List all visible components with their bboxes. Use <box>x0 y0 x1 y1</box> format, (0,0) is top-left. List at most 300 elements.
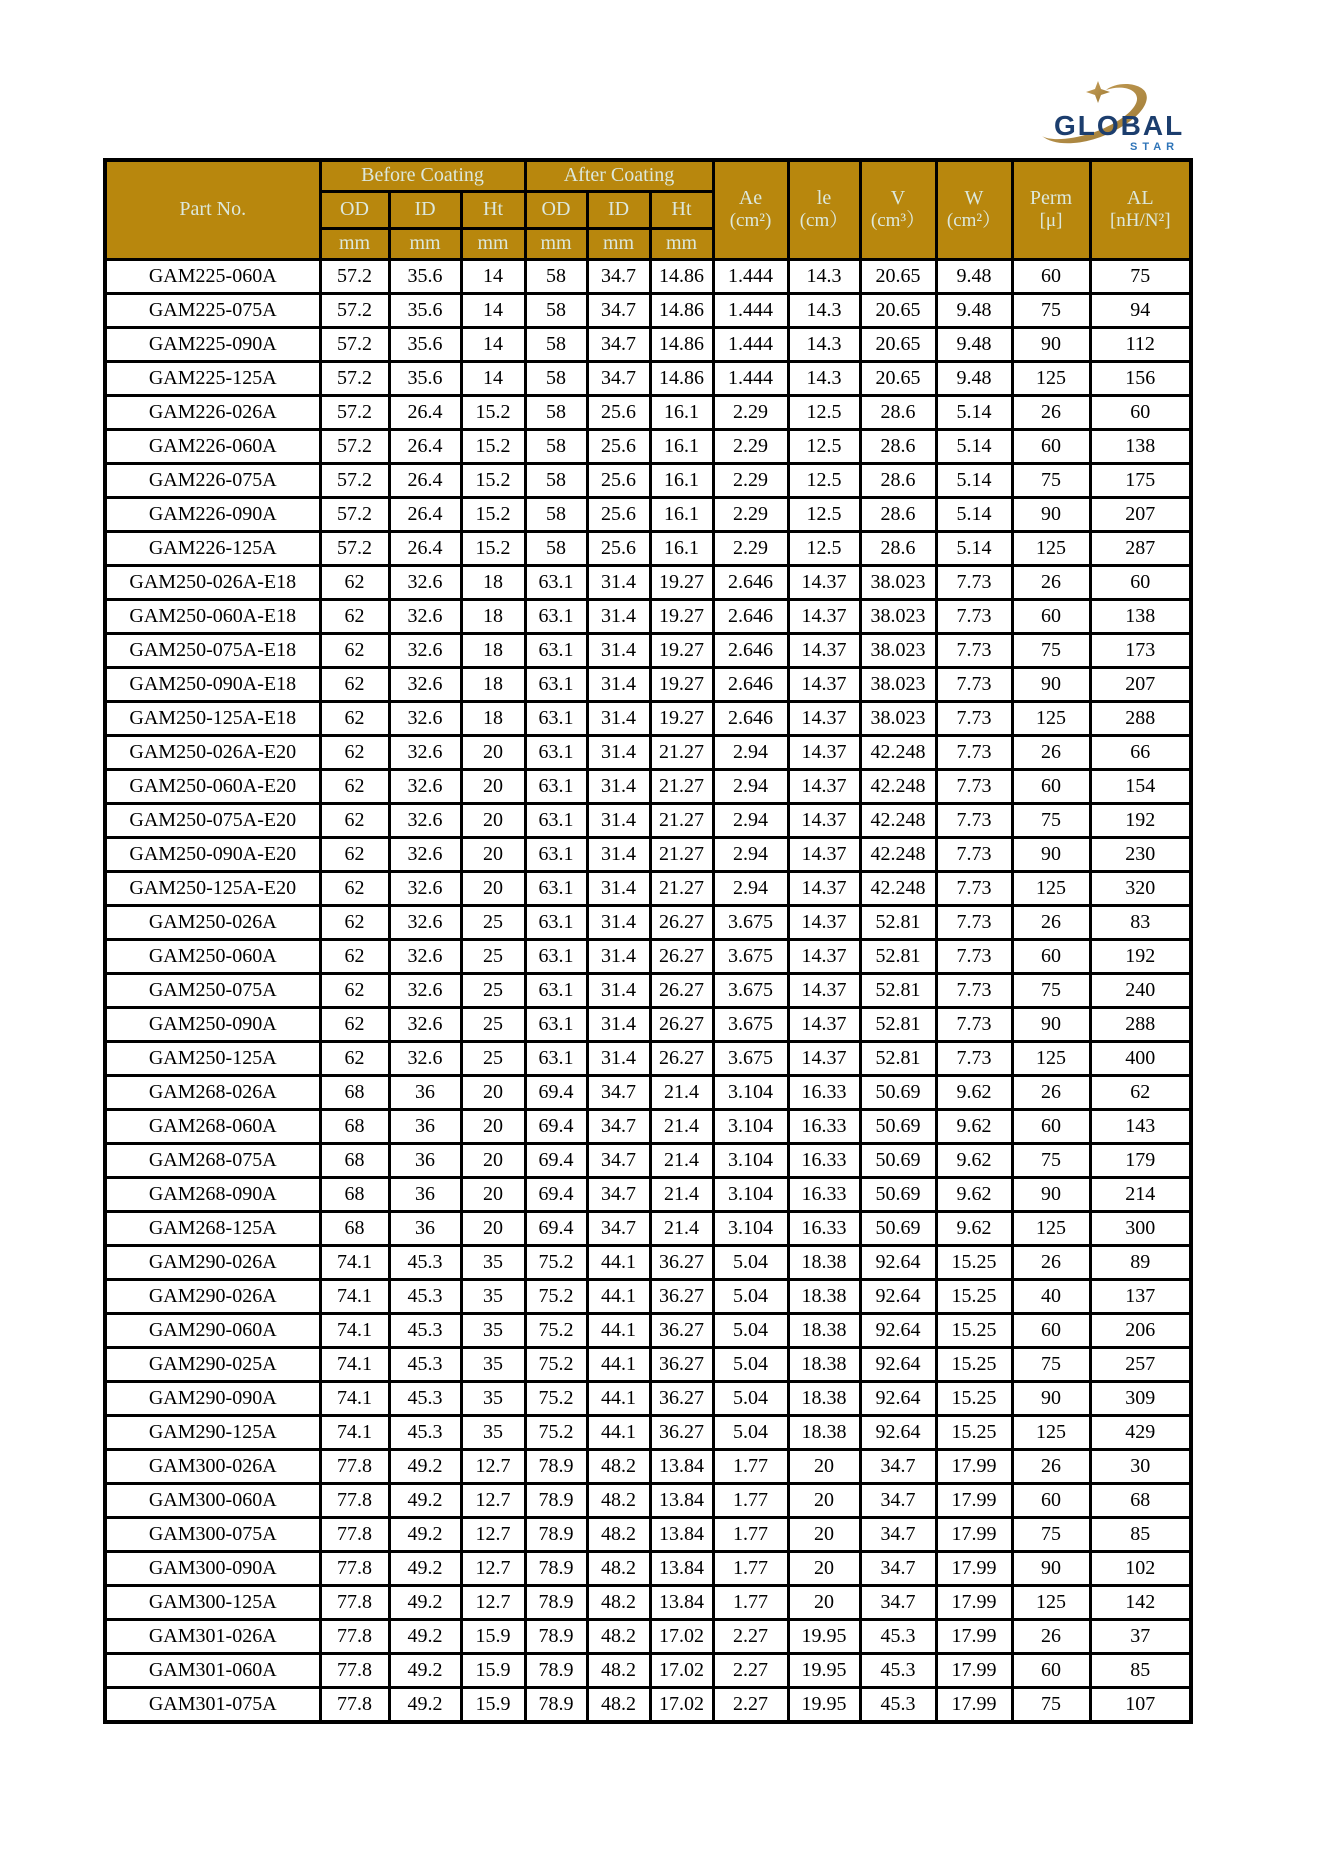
cell-le: 14.3 <box>788 327 860 361</box>
cell-id-after: 44.1 <box>587 1245 650 1279</box>
cell-od-before: 77.8 <box>320 1551 389 1585</box>
cell-ht-before: 15.2 <box>461 429 525 463</box>
cell-v: 34.7 <box>860 1551 936 1585</box>
cell-ht-before: 15.2 <box>461 395 525 429</box>
table-row <box>105 361 1191 395</box>
cell-v: 20.65 <box>860 259 936 293</box>
cell-perm: 125 <box>1012 1415 1090 1449</box>
cell-ht-after: 26.27 <box>650 1041 713 1075</box>
col-header-part-no: Part No. <box>105 160 320 259</box>
table-row <box>105 905 1191 939</box>
cell-od-before: 74.1 <box>320 1347 389 1381</box>
cell-v: 20.65 <box>860 293 936 327</box>
cell-ht-after: 21.4 <box>650 1211 713 1245</box>
cell-od-before: 77.8 <box>320 1585 389 1619</box>
cell-od-after: 78.9 <box>525 1517 587 1551</box>
cell-w: 17.99 <box>936 1483 1012 1517</box>
cell-ht-after: 26.27 <box>650 905 713 939</box>
cell-le: 16.33 <box>788 1177 860 1211</box>
cell-le: 14.37 <box>788 735 860 769</box>
cell-id-before: 49.2 <box>389 1619 461 1653</box>
cell-od-before: 62 <box>320 871 389 905</box>
cell-v: 92.64 <box>860 1245 936 1279</box>
cell-w: 7.73 <box>936 871 1012 905</box>
cell-w: 5.14 <box>936 497 1012 531</box>
cell-al: 179 <box>1090 1143 1191 1177</box>
cell-v: 52.81 <box>860 1041 936 1075</box>
cell-part-no: GAM300-090A <box>105 1551 320 1585</box>
cell-id-before: 32.6 <box>389 735 461 769</box>
cell-w: 17.99 <box>936 1551 1012 1585</box>
cell-al: 192 <box>1090 803 1191 837</box>
cell-id-before: 49.2 <box>389 1449 461 1483</box>
cell-al: 288 <box>1090 1007 1191 1041</box>
cell-al: 112 <box>1090 327 1191 361</box>
cell-ht-after: 36.27 <box>650 1279 713 1313</box>
cell-ht-after: 13.84 <box>650 1551 713 1585</box>
logo-sub-text: STAR <box>1130 141 1180 153</box>
cell-ht-before: 35 <box>461 1415 525 1449</box>
cell-part-no: GAM250-060A-E18 <box>105 599 320 633</box>
cell-od-after: 75.2 <box>525 1381 587 1415</box>
cell-ae: 2.94 <box>713 769 788 803</box>
cell-ht-before: 15.9 <box>461 1687 525 1722</box>
cell-part-no: GAM301-075A <box>105 1687 320 1722</box>
cell-ht-after: 13.84 <box>650 1585 713 1619</box>
cell-part-no: GAM290-060A <box>105 1313 320 1347</box>
cell-ht-before: 25 <box>461 939 525 973</box>
cell-id-before: 35.6 <box>389 293 461 327</box>
cell-od-after: 58 <box>525 293 587 327</box>
table-row <box>105 1585 1191 1619</box>
cell-ht-before: 20 <box>461 1109 525 1143</box>
cell-id-after: 48.2 <box>587 1483 650 1517</box>
cell-w: 15.25 <box>936 1381 1012 1415</box>
cell-le: 14.3 <box>788 361 860 395</box>
cell-od-after: 69.4 <box>525 1075 587 1109</box>
cell-perm: 90 <box>1012 1381 1090 1415</box>
cell-w: 9.48 <box>936 361 1012 395</box>
cell-al: 107 <box>1090 1687 1191 1722</box>
cell-perm: 75 <box>1012 803 1090 837</box>
cell-id-before: 49.2 <box>389 1687 461 1722</box>
cell-ae: 3.675 <box>713 1007 788 1041</box>
cell-od-after: 63.1 <box>525 565 587 599</box>
cell-al: 138 <box>1090 599 1191 633</box>
table-row <box>105 735 1191 769</box>
cell-al: 288 <box>1090 701 1191 735</box>
group-header-after-coating: After Coating <box>525 160 713 191</box>
cell-le: 12.5 <box>788 463 860 497</box>
cell-ae: 3.104 <box>713 1109 788 1143</box>
cell-ht-before: 35 <box>461 1313 525 1347</box>
cell-od-after: 63.1 <box>525 973 587 1007</box>
cell-perm: 75 <box>1012 1517 1090 1551</box>
cell-ae: 1.444 <box>713 327 788 361</box>
cell-ht-before: 18 <box>461 701 525 735</box>
cell-v: 50.69 <box>860 1211 936 1245</box>
cell-id-after: 44.1 <box>587 1279 650 1313</box>
cell-v: 92.64 <box>860 1279 936 1313</box>
unit-header-mm: mm <box>320 228 389 259</box>
cell-le: 14.37 <box>788 599 860 633</box>
cell-part-no: GAM250-125A-E20 <box>105 871 320 905</box>
cell-part-no: GAM250-026A <box>105 905 320 939</box>
cell-id-after: 25.6 <box>587 395 650 429</box>
cell-id-after: 25.6 <box>587 531 650 565</box>
table-row <box>105 259 1191 293</box>
cell-al: 102 <box>1090 1551 1191 1585</box>
cell-od-after: 78.9 <box>525 1585 587 1619</box>
cell-ht-after: 21.4 <box>650 1177 713 1211</box>
cell-perm: 60 <box>1012 429 1090 463</box>
cell-od-before: 57.2 <box>320 293 389 327</box>
cell-od-before: 77.8 <box>320 1483 389 1517</box>
cell-od-after: 78.9 <box>525 1653 587 1687</box>
cell-ht-after: 17.02 <box>650 1619 713 1653</box>
cell-al: 206 <box>1090 1313 1191 1347</box>
cell-ht-before: 18 <box>461 633 525 667</box>
cell-ht-after: 21.27 <box>650 837 713 871</box>
cell-od-after: 63.1 <box>525 1007 587 1041</box>
cell-od-before: 62 <box>320 939 389 973</box>
cell-ae: 3.675 <box>713 973 788 1007</box>
cell-w: 9.62 <box>936 1143 1012 1177</box>
col-header-od-after: OD <box>525 191 587 228</box>
cell-al: 173 <box>1090 633 1191 667</box>
cell-v: 52.81 <box>860 939 936 973</box>
cell-part-no: GAM268-125A <box>105 1211 320 1245</box>
table-row <box>105 1347 1191 1381</box>
cell-perm: 125 <box>1012 1585 1090 1619</box>
cell-od-after: 63.1 <box>525 871 587 905</box>
cell-ht-after: 36.27 <box>650 1381 713 1415</box>
cell-part-no: GAM300-075A <box>105 1517 320 1551</box>
cell-od-before: 68 <box>320 1211 389 1245</box>
table-row <box>105 1007 1191 1041</box>
cell-ht-after: 19.27 <box>650 633 713 667</box>
cell-perm: 90 <box>1012 1007 1090 1041</box>
cell-id-after: 31.4 <box>587 939 650 973</box>
cell-part-no: GAM225-060A <box>105 259 320 293</box>
cell-ht-before: 25 <box>461 973 525 1007</box>
cell-le: 12.5 <box>788 531 860 565</box>
cell-od-after: 78.9 <box>525 1619 587 1653</box>
cell-ht-before: 15.2 <box>461 531 525 565</box>
cell-ht-before: 25 <box>461 1007 525 1041</box>
cell-w: 15.25 <box>936 1415 1012 1449</box>
cell-le: 20 <box>788 1517 860 1551</box>
col-header-od-before: OD <box>320 191 389 228</box>
cell-id-before: 32.6 <box>389 905 461 939</box>
cell-id-before: 32.6 <box>389 565 461 599</box>
cell-part-no: GAM250-075A <box>105 973 320 1007</box>
cell-al: 154 <box>1090 769 1191 803</box>
cell-al: 138 <box>1090 429 1191 463</box>
unit-header-mm: mm <box>461 228 525 259</box>
cell-ht-before: 14 <box>461 361 525 395</box>
cell-w: 15.25 <box>936 1279 1012 1313</box>
cell-od-after: 58 <box>525 531 587 565</box>
cell-od-before: 57.2 <box>320 395 389 429</box>
cell-v: 45.3 <box>860 1619 936 1653</box>
cell-id-after: 31.4 <box>587 1041 650 1075</box>
cell-id-before: 36 <box>389 1211 461 1245</box>
cell-ae: 5.04 <box>713 1381 788 1415</box>
cell-le: 16.33 <box>788 1143 860 1177</box>
cell-w: 15.25 <box>936 1347 1012 1381</box>
cell-od-after: 63.1 <box>525 905 587 939</box>
cell-v: 42.248 <box>860 769 936 803</box>
cell-ht-after: 21.4 <box>650 1075 713 1109</box>
table-row <box>105 1109 1191 1143</box>
cell-al: 143 <box>1090 1109 1191 1143</box>
cell-ht-before: 18 <box>461 565 525 599</box>
cell-le: 14.37 <box>788 905 860 939</box>
cell-id-before: 45.3 <box>389 1245 461 1279</box>
cell-ht-after: 16.1 <box>650 395 713 429</box>
cell-v: 38.023 <box>860 599 936 633</box>
cell-ae: 2.29 <box>713 395 788 429</box>
cell-w: 7.73 <box>936 939 1012 973</box>
cell-perm: 125 <box>1012 871 1090 905</box>
cell-ht-after: 13.84 <box>650 1517 713 1551</box>
spec-table-body <box>105 259 1191 1722</box>
cell-le: 18.38 <box>788 1415 860 1449</box>
cell-id-after: 48.2 <box>587 1449 650 1483</box>
cell-ae: 2.94 <box>713 803 788 837</box>
cell-id-before: 32.6 <box>389 599 461 633</box>
cell-ht-before: 25 <box>461 905 525 939</box>
cell-perm: 60 <box>1012 1109 1090 1143</box>
cell-ht-after: 13.84 <box>650 1449 713 1483</box>
cell-ht-before: 20 <box>461 735 525 769</box>
cell-ae: 1.77 <box>713 1551 788 1585</box>
cell-perm: 26 <box>1012 1449 1090 1483</box>
cell-ht-after: 16.1 <box>650 497 713 531</box>
cell-v: 50.69 <box>860 1177 936 1211</box>
cell-part-no: GAM301-060A <box>105 1653 320 1687</box>
cell-id-before: 26.4 <box>389 395 461 429</box>
cell-id-before: 32.6 <box>389 1007 461 1041</box>
cell-id-after: 34.7 <box>587 1177 650 1211</box>
cell-w: 5.14 <box>936 531 1012 565</box>
table-row <box>105 1483 1191 1517</box>
cell-ht-after: 36.27 <box>650 1415 713 1449</box>
unit-header-mm: mm <box>650 228 713 259</box>
cell-ae: 2.27 <box>713 1687 788 1722</box>
cell-al: 230 <box>1090 837 1191 871</box>
cell-le: 14.37 <box>788 803 860 837</box>
cell-id-after: 31.4 <box>587 803 650 837</box>
cell-id-before: 36 <box>389 1075 461 1109</box>
cell-od-after: 58 <box>525 361 587 395</box>
cell-w: 5.14 <box>936 395 1012 429</box>
cell-id-after: 31.4 <box>587 735 650 769</box>
unit-header-mm: mm <box>389 228 461 259</box>
cell-ht-after: 26.27 <box>650 1007 713 1041</box>
cell-id-before: 49.2 <box>389 1517 461 1551</box>
cell-od-after: 58 <box>525 463 587 497</box>
cell-ae: 2.646 <box>713 633 788 667</box>
cell-ht-before: 35 <box>461 1279 525 1313</box>
table-row <box>105 1653 1191 1687</box>
cell-part-no: GAM225-075A <box>105 293 320 327</box>
cell-le: 12.5 <box>788 497 860 531</box>
cell-id-before: 36 <box>389 1109 461 1143</box>
table-row <box>105 1177 1191 1211</box>
cell-al: 214 <box>1090 1177 1191 1211</box>
cell-ht-before: 25 <box>461 1041 525 1075</box>
cell-od-after: 63.1 <box>525 837 587 871</box>
cell-id-before: 49.2 <box>389 1585 461 1619</box>
table-row <box>105 633 1191 667</box>
cell-id-after: 31.4 <box>587 1007 650 1041</box>
cell-w: 7.73 <box>936 837 1012 871</box>
cell-v: 20.65 <box>860 327 936 361</box>
cell-part-no: GAM250-090A <box>105 1007 320 1041</box>
cell-w: 7.73 <box>936 667 1012 701</box>
cell-ht-after: 21.27 <box>650 871 713 905</box>
cell-le: 18.38 <box>788 1279 860 1313</box>
cell-id-before: 36 <box>389 1177 461 1211</box>
cell-part-no: GAM250-075A-E18 <box>105 633 320 667</box>
cell-w: 9.62 <box>936 1211 1012 1245</box>
cell-id-before: 26.4 <box>389 497 461 531</box>
cell-le: 14.37 <box>788 973 860 1007</box>
cell-part-no: GAM268-075A <box>105 1143 320 1177</box>
cell-ae: 2.646 <box>713 701 788 735</box>
col-header-ht-after: Ht <box>650 191 713 228</box>
table-row <box>105 1687 1191 1722</box>
cell-v: 42.248 <box>860 871 936 905</box>
cell-al: 89 <box>1090 1245 1191 1279</box>
cell-ht-before: 14 <box>461 327 525 361</box>
cell-od-after: 63.1 <box>525 735 587 769</box>
cell-od-before: 57.2 <box>320 463 389 497</box>
cell-ae: 3.675 <box>713 905 788 939</box>
cell-ht-before: 20 <box>461 803 525 837</box>
cell-perm: 75 <box>1012 1347 1090 1381</box>
cell-al: 37 <box>1090 1619 1191 1653</box>
cell-perm: 40 <box>1012 1279 1090 1313</box>
cell-part-no: GAM250-125A <box>105 1041 320 1075</box>
cell-od-after: 78.9 <box>525 1551 587 1585</box>
cell-id-after: 34.7 <box>587 1211 650 1245</box>
cell-le: 16.33 <box>788 1109 860 1143</box>
cell-part-no: GAM290-090A <box>105 1381 320 1415</box>
cell-perm: 26 <box>1012 905 1090 939</box>
cell-ae: 1.444 <box>713 259 788 293</box>
cell-ae: 2.646 <box>713 599 788 633</box>
cell-id-after: 25.6 <box>587 463 650 497</box>
cell-al: 142 <box>1090 1585 1191 1619</box>
cell-perm: 60 <box>1012 1313 1090 1347</box>
cell-v: 20.65 <box>860 361 936 395</box>
cell-ae: 1.77 <box>713 1517 788 1551</box>
cell-ae: 2.94 <box>713 735 788 769</box>
cell-part-no: GAM250-090A-E18 <box>105 667 320 701</box>
cell-od-before: 77.8 <box>320 1517 389 1551</box>
cell-perm: 90 <box>1012 667 1090 701</box>
cell-le: 16.33 <box>788 1211 860 1245</box>
cell-id-before: 32.6 <box>389 939 461 973</box>
cell-ae: 3.104 <box>713 1177 788 1211</box>
cell-le: 19.95 <box>788 1687 860 1722</box>
cell-id-after: 44.1 <box>587 1415 650 1449</box>
cell-ht-after: 19.27 <box>650 701 713 735</box>
cell-perm: 75 <box>1012 633 1090 667</box>
logo-brand-text: GLOBAL <box>1054 110 1185 141</box>
cell-w: 5.14 <box>936 463 1012 497</box>
cell-ht-after: 36.27 <box>650 1347 713 1381</box>
cell-od-before: 57.2 <box>320 327 389 361</box>
cell-id-before: 49.2 <box>389 1551 461 1585</box>
cell-od-before: 57.2 <box>320 259 389 293</box>
cell-id-after: 34.7 <box>587 361 650 395</box>
cell-al: 207 <box>1090 667 1191 701</box>
cell-ht-after: 21.4 <box>650 1143 713 1177</box>
cell-al: 85 <box>1090 1517 1191 1551</box>
cell-id-before: 45.3 <box>389 1313 461 1347</box>
cell-perm: 90 <box>1012 327 1090 361</box>
cell-perm: 90 <box>1012 497 1090 531</box>
cell-ht-after: 26.27 <box>650 973 713 1007</box>
cell-od-after: 75.2 <box>525 1313 587 1347</box>
cell-ae: 1.77 <box>713 1449 788 1483</box>
cell-v: 38.023 <box>860 701 936 735</box>
table-row <box>105 429 1191 463</box>
cell-al: 30 <box>1090 1449 1191 1483</box>
cell-al: 68 <box>1090 1483 1191 1517</box>
cell-id-before: 26.4 <box>389 463 461 497</box>
global-star-logo <box>1038 78 1198 158</box>
table-row <box>105 327 1191 361</box>
cell-al: 207 <box>1090 497 1191 531</box>
table-row <box>105 1245 1191 1279</box>
cell-id-after: 31.4 <box>587 701 650 735</box>
cell-part-no: GAM290-025A <box>105 1347 320 1381</box>
cell-perm: 75 <box>1012 1687 1090 1722</box>
table-row <box>105 293 1191 327</box>
cell-ae: 3.675 <box>713 939 788 973</box>
cell-al: 320 <box>1090 871 1191 905</box>
cell-ht-after: 26.27 <box>650 939 713 973</box>
cell-od-after: 58 <box>525 259 587 293</box>
cell-od-after: 63.1 <box>525 939 587 973</box>
cell-id-after: 31.4 <box>587 667 650 701</box>
table-row <box>105 1211 1191 1245</box>
cell-od-before: 62 <box>320 1041 389 1075</box>
cell-ht-before: 20 <box>461 1211 525 1245</box>
cell-w: 9.62 <box>936 1075 1012 1109</box>
cell-v: 38.023 <box>860 633 936 667</box>
cell-al: 75 <box>1090 259 1191 293</box>
cell-ae: 2.29 <box>713 463 788 497</box>
cell-w: 7.73 <box>936 1041 1012 1075</box>
cell-w: 5.14 <box>936 429 1012 463</box>
cell-w: 7.73 <box>936 735 1012 769</box>
cell-le: 18.38 <box>788 1313 860 1347</box>
table-row <box>105 667 1191 701</box>
cell-v: 45.3 <box>860 1687 936 1722</box>
cell-od-after: 63.1 <box>525 599 587 633</box>
cell-le: 18.38 <box>788 1347 860 1381</box>
cell-perm: 60 <box>1012 259 1090 293</box>
cell-le: 14.37 <box>788 701 860 735</box>
cell-od-after: 75.2 <box>525 1347 587 1381</box>
cell-id-after: 48.2 <box>587 1653 650 1687</box>
